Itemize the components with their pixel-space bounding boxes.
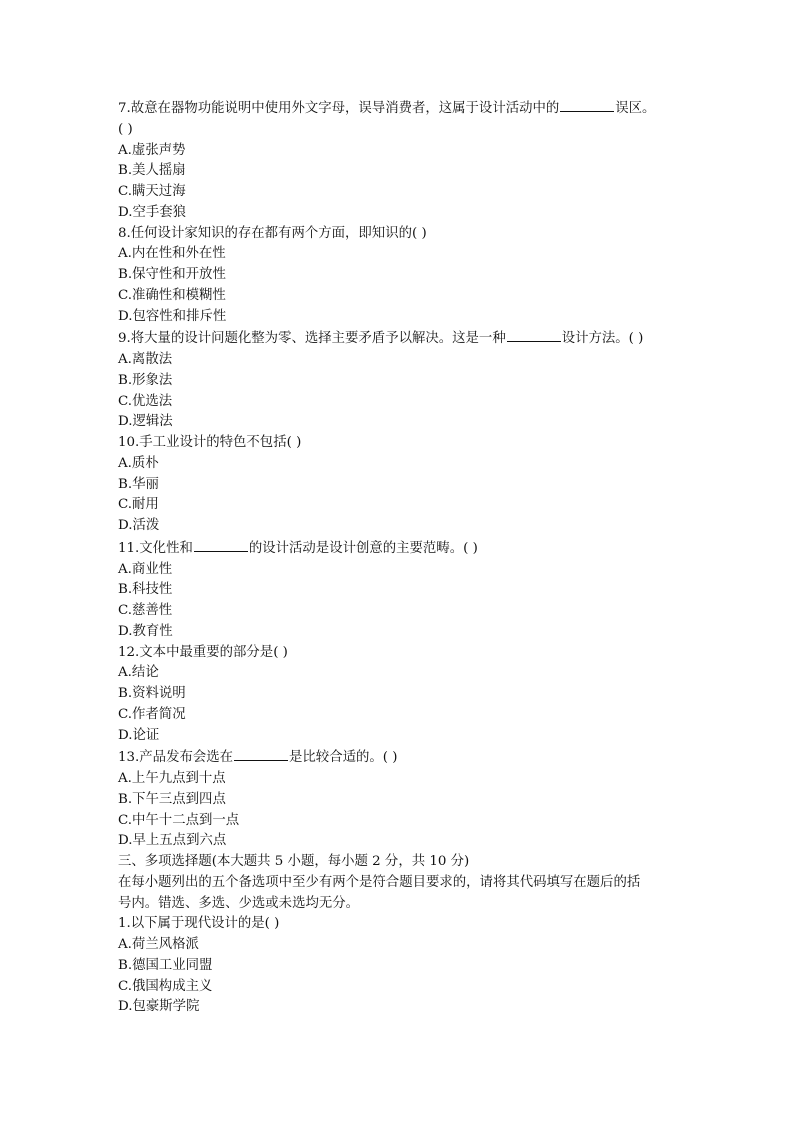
option: C.中午十二点到一点 xyxy=(118,812,240,828)
option: C.慈善性 xyxy=(118,603,173,618)
option: B.华丽 xyxy=(118,476,159,492)
option: B.下午三点到四点 xyxy=(118,791,226,807)
answer-blank xyxy=(507,327,561,342)
option: D.逻辑法 xyxy=(118,414,173,430)
option: B.科技性 xyxy=(118,582,173,598)
option: C.作者简况 xyxy=(118,706,186,722)
multi-question-1-stem: 1.以下属于现代设计的是( ) xyxy=(118,916,280,932)
answer-blank xyxy=(234,746,288,761)
question-7-stem: 7.故意在器物功能说明中使用外文字母，误导消费者，这属于设计活动中的 误区。 xyxy=(118,97,688,120)
section-instruction: 号内。错选、多选、少选或未选均无分。 xyxy=(118,895,360,911)
answer-blank xyxy=(560,97,614,112)
option: A.内在性和外在性 xyxy=(118,246,226,262)
question-8-stem: 8.任何设计家知识的存在都有两个方面，即知识的( ) xyxy=(118,225,427,241)
option: C.优选法 xyxy=(118,393,173,409)
option: D.教育性 xyxy=(118,623,173,639)
question-13-stem: 13.产品发布会选在 是比较合适的。( ) xyxy=(118,746,688,769)
option: A.荷兰风格派 xyxy=(118,937,199,952)
answer-blank xyxy=(194,537,248,552)
option: C.准确性和模糊性 xyxy=(118,287,226,303)
option: D.包豪斯学院 xyxy=(118,999,200,1015)
option: A.虚张声势 xyxy=(118,142,186,158)
question-12-stem: 12.文本中最重要的部分是( ) xyxy=(118,644,288,660)
option: B.资料说明 xyxy=(118,686,186,701)
option: C.俄国构成主义 xyxy=(118,978,213,994)
option: A.结论 xyxy=(118,665,159,681)
question-9-stem: 9.将大量的设计问题化整为零、选择主要矛盾予以解决。这是一种 设计方法。( ) xyxy=(118,327,688,350)
option: D.早上五点到六点 xyxy=(118,833,227,849)
option: A.离散法 xyxy=(118,352,173,367)
option: C.瞒天过海 xyxy=(118,184,186,199)
option: B.形象法 xyxy=(118,372,173,388)
option: D.空手套狼 xyxy=(118,204,187,220)
section-title: 三、多项选择题(本大题共 5 小题，每小题 2 分，共 10 分) xyxy=(118,854,470,869)
section-instruction: 在每小题列出的五个备选项中至少有两个是符合题目要求的，请将其代码填写在题后的括 xyxy=(118,874,641,890)
option: D.论证 xyxy=(118,727,160,743)
option: A.商业性 xyxy=(118,561,173,577)
option: C.耐用 xyxy=(118,497,159,513)
question-11-stem: 11.文化性和 的设计活动是设计创意的主要范畴。( ) xyxy=(118,537,688,560)
option: D.活泼 xyxy=(118,518,160,533)
option: B.美人摇扇 xyxy=(118,163,186,179)
option: D.包容性和排斥性 xyxy=(118,308,227,324)
question-10-stem: 10.手工业设计的特色不包括( ) xyxy=(118,435,302,450)
option: B.保守性和开放性 xyxy=(118,267,226,282)
option: B.德国工业同盟 xyxy=(118,957,213,973)
document-page xyxy=(118,97,688,1018)
question-7-bracket: ( ) xyxy=(118,121,133,137)
option: A.上午九点到十点 xyxy=(118,771,226,786)
option: A.质朴 xyxy=(118,455,159,471)
